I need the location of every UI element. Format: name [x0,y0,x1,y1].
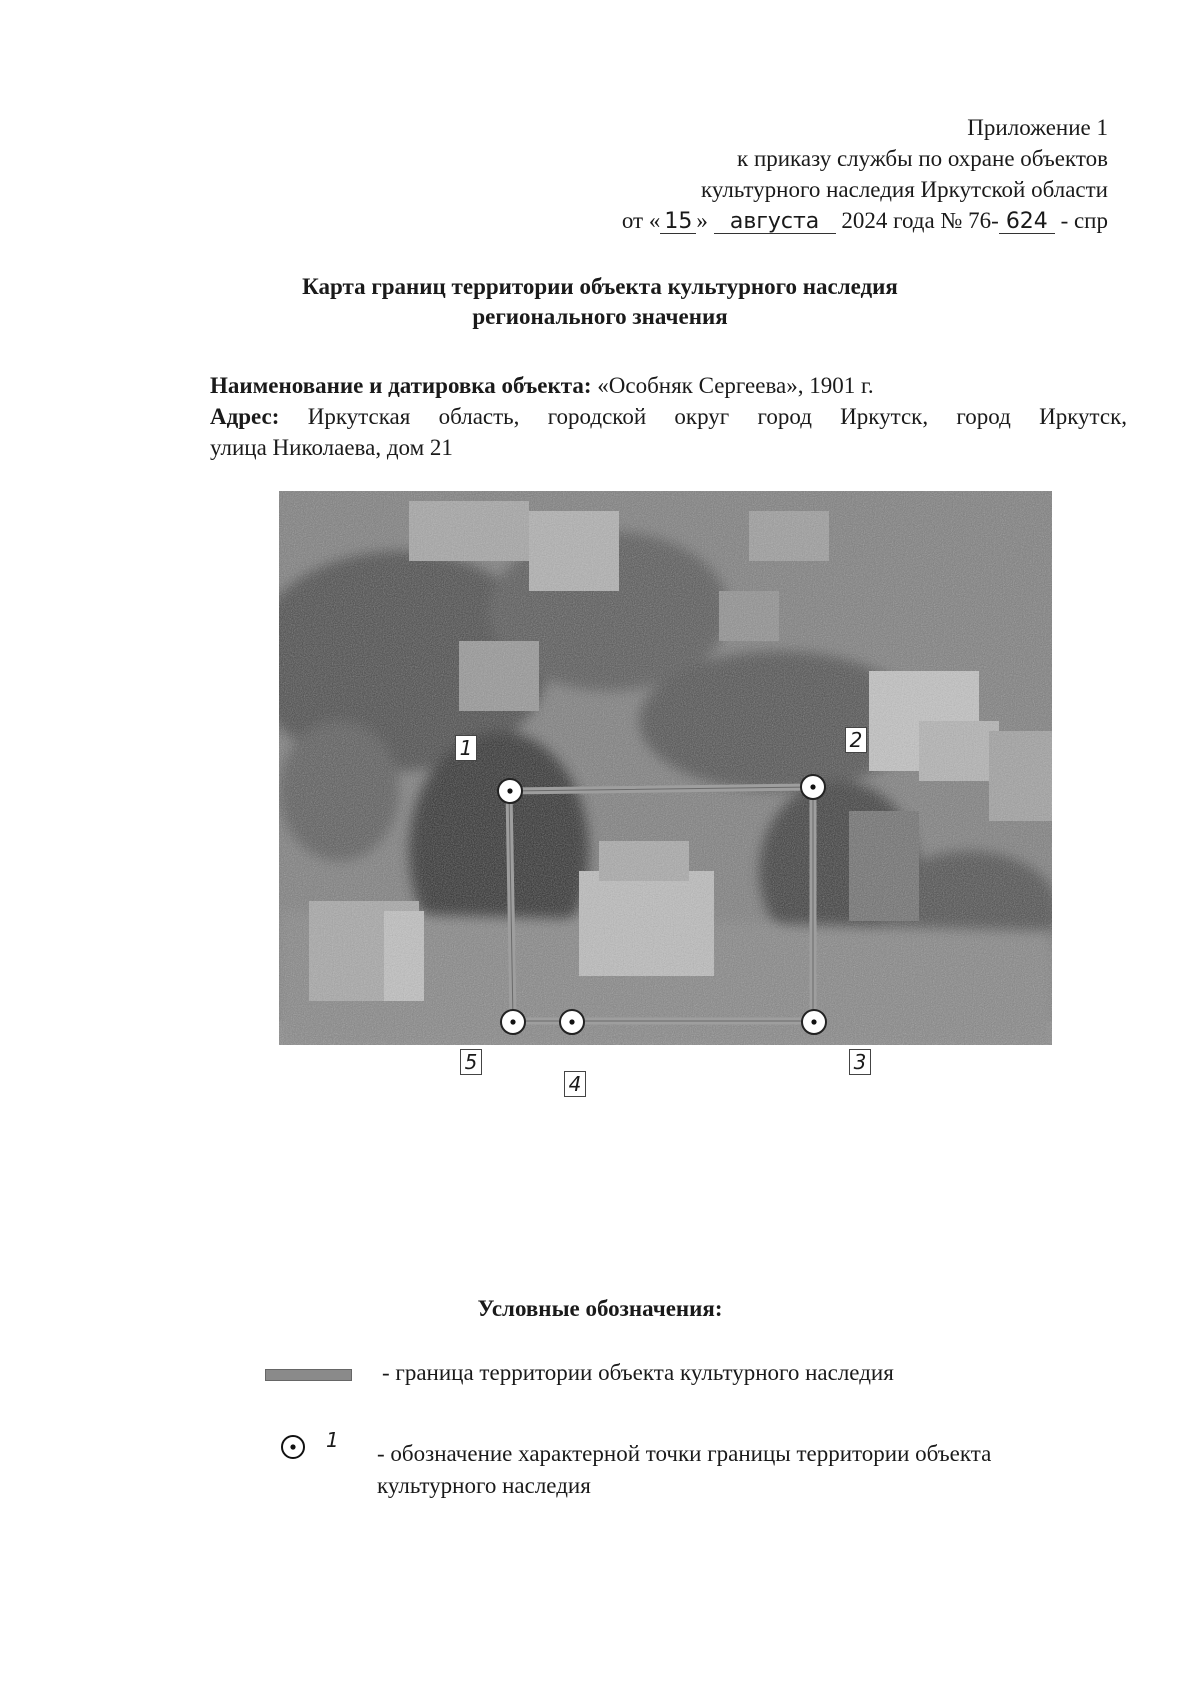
point-label-1: 1 [455,735,477,761]
title-line-2: регионального значения [472,304,728,329]
legend-title: Условные обозначения: [477,1296,723,1321]
date-month-handwritten: августа [714,211,836,234]
object-name-line [210,370,1127,401]
legend-point-text-2: культурного наследия [377,1473,591,1498]
appendix-authority: культурного наследия Иркутской области [701,177,1108,202]
appendix-title: Приложение 1 [967,115,1108,140]
date-year: 2024 года № 76- [841,208,999,233]
date-prefix: от « [621,208,661,233]
legend-point-icon [278,1432,308,1467]
legend-point-number: 1 [326,1428,339,1452]
boundary-point-4 [560,1010,584,1034]
boundary-point-3 [802,1010,826,1034]
date-mid: » [696,208,708,233]
object-address-value-1: Иркутская область, городской округ город Иркутск, город Иркутск, [307,404,1128,429]
legend-boundary-swatch [265,1369,352,1381]
object-address-line-2 [210,432,1127,463]
legend-point-text [377,1438,991,1469]
order-suffix: - спр [1060,208,1108,233]
appendix-order-ref: к приказу службы по охране объектов [737,146,1108,171]
boundary-point-5 [501,1010,525,1034]
object-name-value: «Особняк Сергеева», 1901 г. [597,373,874,398]
document-title [0,272,1200,332]
point-label-5-map: 5 [460,1049,482,1075]
point-label-3-map: 3 [849,1049,871,1075]
order-number-handwritten: 624 [999,211,1055,234]
legend-boundary-text: - граница территории объекта культурного наследия [382,1360,894,1385]
object-address-line [210,401,1127,432]
point-symbol-icon [278,1432,308,1462]
title-line-1: Карта границ территории объекта культурного наследия [302,274,898,299]
boundary-point-1 [498,779,522,803]
object-name-label: Наименование и датировка объекта: [210,373,592,398]
date-day-handwritten: 15 [660,211,696,234]
aerial-map-image [279,491,1052,1045]
point-label-2: 2 [845,727,867,753]
aerial-map [279,491,1052,1045]
object-address-label: Адрес: [210,404,280,429]
legend-point-text-1: - обозначение характерной точки границы территории объекта [377,1441,992,1466]
appendix-date-line [622,205,1108,236]
boundary-point-2 [801,775,825,799]
point-label-4-map: 4 [564,1071,586,1097]
appendix-block [622,112,1108,236]
legend-point-text-cont [377,1470,591,1501]
object-address-value-2: улица Николаева, дом 21 [210,435,453,460]
